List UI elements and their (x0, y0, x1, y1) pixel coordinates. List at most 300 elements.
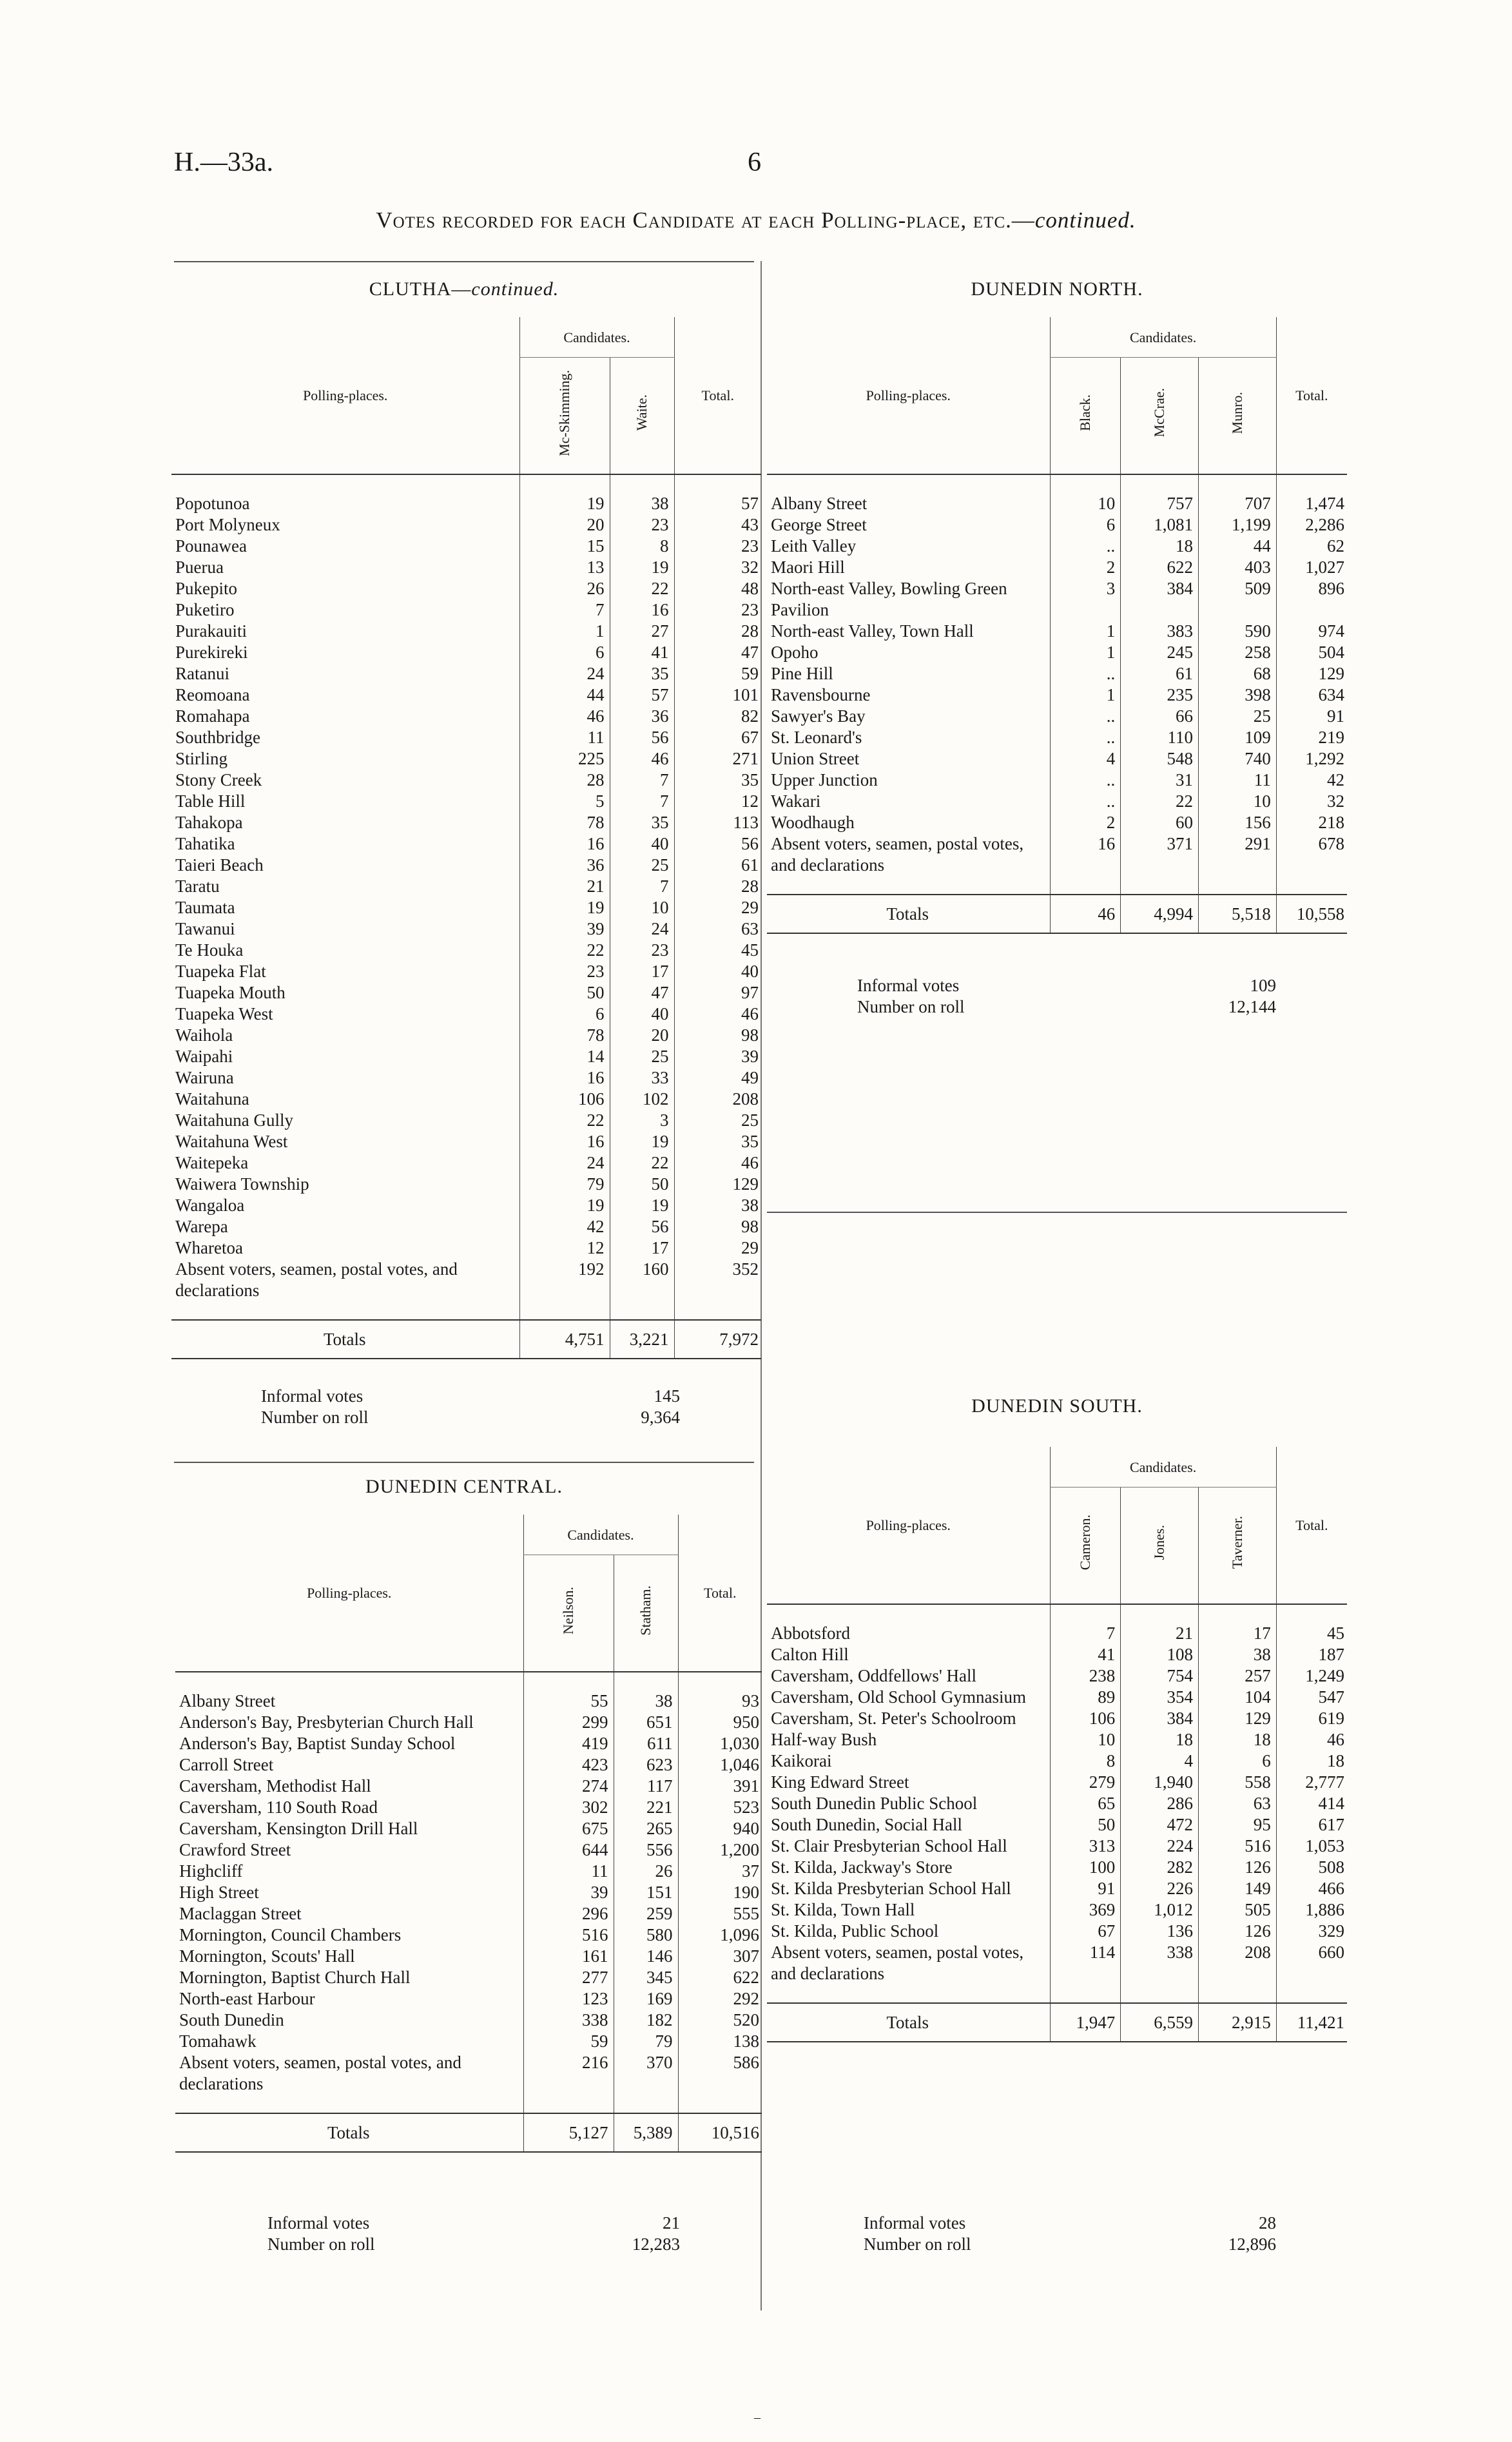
vote-count: 1,940 (1121, 1772, 1199, 1793)
vote-count: 33 (610, 1067, 674, 1089)
vote-count: 19 (519, 493, 610, 514)
dunedin-central-table (175, 1515, 762, 2153)
total-header: Total. (1276, 317, 1347, 474)
vote-count: 18 (1198, 1729, 1276, 1750)
vote-count: 60 (1121, 812, 1199, 833)
table-row (171, 1152, 761, 1174)
table-row (171, 663, 761, 684)
informal-votes-value: 21 (663, 2213, 680, 2233)
vote-count: 296 (523, 1903, 614, 1924)
vote-count: 23 (610, 514, 674, 536)
polling-place: North-east Valley, Town Hall (771, 621, 974, 641)
table-row (175, 2010, 762, 2031)
dunedin-south-table (767, 1447, 1347, 2042)
vote-count: 117 (614, 1776, 678, 1797)
vote-count: 423 (523, 1754, 614, 1776)
polling-place: Tuapeka Flat (175, 962, 266, 981)
vote-count: 419 (523, 1733, 614, 1754)
table-row (171, 1237, 761, 1259)
vote-count: 22 (519, 940, 610, 961)
vote-count: 4 (1050, 748, 1121, 770)
row-total: 950 (733, 1712, 759, 1732)
row-total: 292 (733, 1989, 759, 2008)
row-total: 940 (733, 1819, 759, 1838)
polling-place: High Street (179, 1883, 259, 1902)
vote-count: 44 (1198, 536, 1276, 557)
polling-place: South Dunedin (179, 2010, 284, 2030)
candidates-header: Candidates. (1050, 317, 1276, 358)
vote-count: 50 (519, 982, 610, 1003)
vote-count: 7 (610, 876, 674, 897)
candidate-name: Taverner. (1228, 1516, 1245, 1569)
polling-place: Warepa (175, 1217, 228, 1236)
vote-count: .. (1050, 663, 1121, 684)
vote-count: 1 (519, 621, 610, 642)
vote-count: 46 (610, 748, 674, 770)
vote-count: 24 (519, 663, 610, 684)
vote-count: 338 (523, 2010, 614, 2031)
candidate-name-header (519, 358, 610, 475)
table-row (767, 812, 1347, 833)
vote-count: 22 (610, 1152, 674, 1174)
polling-places-header: Polling-places. (767, 1447, 1050, 1604)
vote-count: 403 (1198, 557, 1276, 578)
polling-place: Purakauiti (175, 621, 247, 641)
total-header: Total. (1276, 1447, 1347, 1604)
polling-place: Waitepeka (175, 1153, 249, 1172)
table-row (175, 1946, 762, 1967)
row-total: 391 (733, 1776, 759, 1796)
vote-count: 36 (519, 855, 610, 876)
candidate-name: Mc-Skimming. (556, 369, 572, 456)
candidate-name-header (1050, 1487, 1121, 1605)
vote-count: 754 (1121, 1665, 1199, 1687)
table-row (171, 812, 761, 833)
vote-count: 3 (610, 1110, 674, 1131)
vote-count: 35 (610, 812, 674, 833)
row-total: 271 (732, 749, 759, 768)
vote-count: 110 (1121, 727, 1199, 748)
table-row (171, 684, 761, 706)
vote-count: .. (1050, 536, 1121, 557)
vote-count: 216 (523, 2052, 614, 2095)
row-total: 40 (741, 962, 759, 981)
row-total: 586 (733, 2053, 759, 2072)
roll-value: 12,283 (632, 2234, 680, 2254)
vote-count: 384 (1121, 1708, 1199, 1729)
candidates-header: Candidates. (1050, 1447, 1276, 1487)
vote-count: 208 (1198, 1942, 1276, 1984)
table-row (767, 493, 1347, 514)
candidate-name: Waite. (634, 394, 650, 431)
vote-count: 25 (610, 1046, 674, 1067)
page-title: Votes recorded for each Candidate at each Polling-place, etc.—continued. (376, 208, 1136, 233)
polling-place: Caversham, Oddfellows' Hall (771, 1666, 977, 1685)
table-row (171, 1131, 761, 1152)
vote-count: 11 (523, 1861, 614, 1882)
vote-count: 6 (1198, 1750, 1276, 1772)
informal-votes-value: 109 (1250, 976, 1276, 995)
table-row (171, 621, 761, 642)
table-row (171, 982, 761, 1003)
vote-count: 38 (614, 1691, 678, 1712)
polling-place: South Dunedin Public School (771, 1794, 978, 1813)
table-row (171, 918, 761, 940)
candidate-name: Cameron. (1076, 1515, 1093, 1571)
polling-place: Stony Creek (175, 770, 262, 790)
vote-count: 345 (614, 1967, 678, 1988)
row-total: 32 (741, 557, 759, 577)
row-total: 1,249 (1305, 1666, 1344, 1685)
table-row (175, 1903, 762, 1924)
vote-count: 6 (519, 642, 610, 663)
vote-count: 472 (1121, 1814, 1199, 1836)
polling-place: Mornington, Council Chambers (179, 1925, 402, 1944)
total-votes: 4,751 (519, 1320, 610, 1359)
vote-count: 95 (1198, 1814, 1276, 1836)
table-row (767, 770, 1347, 791)
vote-count: 221 (614, 1797, 678, 1818)
polling-place: Puerua (175, 557, 224, 577)
polling-place: Highcliff (179, 1861, 243, 1881)
polling-place: South Dunedin, Social Hall (771, 1815, 962, 1834)
polling-place: St. Leonard's (771, 728, 862, 747)
row-total: 63 (741, 919, 759, 938)
table-row (175, 1967, 762, 1988)
polling-place: Table Hill (175, 791, 246, 811)
row-total: 57 (741, 494, 759, 513)
row-total: 18 (1327, 1751, 1344, 1770)
row-total: 634 (1318, 685, 1344, 704)
vote-count: 108 (1121, 1644, 1199, 1665)
row-total: 1,096 (720, 1925, 759, 1944)
vote-count: 25 (1198, 706, 1276, 727)
vote-count: 274 (523, 1776, 614, 1797)
vote-count: 611 (614, 1733, 678, 1754)
vote-count: 1 (1050, 642, 1121, 663)
table-row (171, 578, 761, 599)
clutha-table (171, 317, 761, 1359)
total-header: Total. (678, 1515, 762, 1672)
vote-count: 313 (1050, 1836, 1121, 1857)
row-total: 1,474 (1305, 494, 1344, 513)
row-total: 113 (733, 813, 759, 832)
table-row (171, 791, 761, 812)
vote-count: 27 (610, 621, 674, 642)
vote-count: .. (1050, 706, 1121, 727)
roll-label: Number on roll (857, 997, 965, 1016)
vote-count: .. (1050, 791, 1121, 812)
row-total: 46 (741, 1004, 759, 1023)
vote-count: 1 (1050, 621, 1121, 642)
polling-place: Kaikorai (771, 1751, 832, 1770)
polling-place: Crawford Street (179, 1840, 291, 1859)
vote-count: 68 (1198, 663, 1276, 684)
north-bottom-rule (767, 1212, 1347, 1213)
table-row (175, 1754, 762, 1776)
grand-total: 11,421 (1276, 2003, 1347, 2042)
table-row (767, 833, 1347, 876)
table-row (175, 1776, 762, 1797)
vote-count: 302 (523, 1797, 614, 1818)
row-total: 508 (1318, 1857, 1344, 1877)
row-total: 218 (1318, 813, 1344, 832)
vote-count: 7 (1050, 1623, 1121, 1644)
row-total: 46 (1327, 1730, 1344, 1749)
row-total: 1,030 (720, 1734, 759, 1753)
totals-label: Totals (767, 895, 1050, 933)
vote-count: .. (1050, 727, 1121, 748)
vote-count: 548 (1121, 748, 1199, 770)
vote-count: 235 (1121, 684, 1199, 706)
informal-votes-value: 28 (1259, 2213, 1276, 2233)
clutha-summary (261, 1386, 680, 1428)
vote-count: 5 (519, 791, 610, 812)
row-total: 56 (741, 834, 759, 853)
polling-places-header: Polling-places. (767, 317, 1050, 474)
row-total: 617 (1318, 1815, 1344, 1834)
row-total: 1,053 (1305, 1836, 1344, 1856)
vote-count: 19 (610, 1195, 674, 1216)
polling-place: Anderson's Bay, Baptist Sunday School (179, 1734, 456, 1753)
row-total: 523 (733, 1798, 759, 1817)
vote-count: 277 (523, 1967, 614, 1988)
table-row (767, 1857, 1347, 1878)
polling-place: Woodhaugh (771, 813, 855, 832)
row-total: 2,777 (1305, 1772, 1344, 1792)
row-total: 29 (741, 1238, 759, 1257)
north-title: DUNEDIN NORTH. (971, 278, 1143, 300)
vote-count: 19 (519, 1195, 610, 1216)
polling-place: Te Houka (175, 940, 244, 960)
polling-place: Wangaloa (175, 1196, 245, 1215)
table-row (171, 1195, 761, 1216)
row-total: 38 (741, 1196, 759, 1215)
vote-count: 505 (1198, 1899, 1276, 1921)
table-row (175, 1691, 762, 1712)
vote-count: 36 (610, 706, 674, 727)
vote-count: 23 (610, 940, 674, 961)
vote-count: 50 (610, 1174, 674, 1195)
row-total: 12 (741, 791, 759, 811)
row-total: 23 (741, 536, 759, 556)
vote-count: 291 (1198, 833, 1276, 876)
polling-place: Absent voters, seamen, postal votes, and declarations (771, 834, 1024, 875)
vote-count: 299 (523, 1712, 614, 1733)
polling-place: Stirling (175, 749, 228, 768)
row-total: 45 (1327, 1623, 1344, 1643)
table-row (767, 748, 1347, 770)
total-votes: 3,221 (610, 1320, 674, 1359)
polling-place: Port Molyneux (175, 515, 280, 534)
vote-count: 102 (610, 1089, 674, 1110)
vote-count: 4 (1121, 1750, 1199, 1772)
vote-count: 41 (1050, 1644, 1121, 1665)
candidate-name-header (523, 1555, 614, 1672)
table-row (767, 1899, 1347, 1921)
table-row (767, 514, 1347, 536)
vote-count: .. (1050, 770, 1121, 791)
polling-place: Waiwera Township (175, 1174, 309, 1194)
polling-place: North-east Harbour (179, 1989, 315, 2008)
vote-count: 675 (523, 1818, 614, 1839)
page-number: 6 (748, 148, 761, 177)
vote-count: 24 (519, 1152, 610, 1174)
vote-count: 79 (614, 2031, 678, 2052)
row-total: 59 (741, 664, 759, 683)
table-row (171, 940, 761, 961)
roll-value: 12,896 (1228, 2234, 1276, 2254)
vote-count: 14 (519, 1046, 610, 1067)
polling-place: Waitahuna West (175, 1132, 288, 1151)
row-total: 129 (732, 1174, 759, 1194)
row-total: 219 (1318, 728, 1344, 747)
polling-place: Sawyer's Bay (771, 706, 866, 726)
central-title: DUNEDIN CENTRAL. (365, 1476, 563, 1497)
totals-label: Totals (171, 1320, 519, 1359)
vote-count: 61 (1121, 663, 1199, 684)
polling-place: Waihola (175, 1025, 233, 1045)
vote-count: 35 (610, 663, 674, 684)
vote-count: 369 (1050, 1899, 1121, 1921)
polling-place: Puketiro (175, 600, 235, 619)
vote-count: 1,012 (1121, 1899, 1199, 1921)
table-row (171, 1067, 761, 1089)
vote-count: 21 (1121, 1623, 1199, 1644)
vote-count: 91 (1050, 1878, 1121, 1899)
row-total: 504 (1318, 643, 1344, 662)
vote-count: 40 (610, 1003, 674, 1025)
candidate-name: Munro. (1228, 391, 1245, 434)
table-row (171, 1089, 761, 1110)
vote-count: 509 (1198, 578, 1276, 621)
table-row (767, 1942, 1347, 1984)
polling-place: Tuapeka West (175, 1004, 273, 1023)
table-row (767, 1665, 1347, 1687)
vote-count: 558 (1198, 1772, 1276, 1793)
row-total: 329 (1318, 1921, 1344, 1941)
polling-place: Taumata (175, 898, 235, 917)
vote-count: 2 (1050, 812, 1121, 833)
vote-count: 371 (1121, 833, 1199, 876)
vote-count: 622 (1121, 557, 1199, 578)
central-top-rule (174, 1462, 754, 1463)
vote-count: 10 (1050, 1729, 1121, 1750)
polling-place: Absent voters, seamen, postal votes, and declarations (771, 1943, 1024, 1983)
table-row (767, 1878, 1347, 1899)
row-total: 1,046 (720, 1755, 759, 1774)
polling-place: Calton Hill (771, 1645, 849, 1664)
table-row (171, 1216, 761, 1237)
vote-count: 259 (614, 1903, 678, 1924)
vote-count: 28 (519, 770, 610, 791)
candidates-header: Candidates. (519, 317, 674, 358)
row-total: 619 (1318, 1709, 1344, 1728)
vote-count: 26 (519, 578, 610, 599)
vote-count: 106 (1050, 1708, 1121, 1729)
total-votes: 5,389 (614, 2113, 678, 2152)
vote-count: 160 (610, 1259, 674, 1301)
polling-place: Taratu (175, 877, 220, 896)
table-row (767, 642, 1347, 663)
polling-place: Caversham, Old School Gymnasium (771, 1687, 1026, 1707)
table-row (175, 1861, 762, 1882)
candidate-name-header (1198, 1487, 1276, 1605)
vote-count: 146 (614, 1946, 678, 1967)
row-total: 47 (741, 643, 759, 662)
row-total: 46 (741, 1153, 759, 1172)
table-row (175, 1733, 762, 1754)
vote-count: 42 (519, 1216, 610, 1237)
table-row (767, 1687, 1347, 1708)
table-row (767, 1644, 1347, 1665)
vote-count: 226 (1121, 1878, 1199, 1899)
row-total: 660 (1318, 1943, 1344, 1962)
vote-count: 22 (519, 1110, 610, 1131)
table-row (767, 663, 1347, 684)
vote-count: 23 (519, 961, 610, 982)
table-row (767, 1836, 1347, 1857)
table-row (767, 1793, 1347, 1814)
row-total: 466 (1318, 1879, 1344, 1898)
vote-count: 79 (519, 1174, 610, 1195)
polling-place: Leith Valley (771, 536, 857, 556)
table-row (767, 536, 1347, 557)
vote-count: 7 (610, 791, 674, 812)
table-row (767, 621, 1347, 642)
polling-place: Tomahawk (179, 2031, 257, 2051)
vote-count: 16 (519, 1067, 610, 1089)
table-row (767, 1708, 1347, 1729)
vote-count: 20 (610, 1025, 674, 1046)
vote-count: 225 (519, 748, 610, 770)
vote-count: 282 (1121, 1857, 1199, 1878)
row-total: 25 (741, 1110, 759, 1130)
row-total: 1,292 (1305, 749, 1344, 768)
vote-count: 6 (1050, 514, 1121, 536)
table-row (767, 791, 1347, 812)
vote-count: 65 (1050, 1793, 1121, 1814)
table-row (171, 514, 761, 536)
table-row (175, 1818, 762, 1839)
vote-count: 590 (1198, 621, 1276, 642)
table-row (767, 706, 1347, 727)
clutha-top-rule (174, 261, 754, 262)
vote-count: 10 (1050, 493, 1121, 514)
vote-count: 623 (614, 1754, 678, 1776)
vote-count: 63 (1198, 1793, 1276, 1814)
table-row (171, 1110, 761, 1131)
polling-places-header: Polling-places. (175, 1515, 523, 1672)
totals-row (171, 1320, 761, 1359)
row-total: 29 (741, 898, 759, 917)
vote-count: 38 (1198, 1644, 1276, 1665)
table-row (175, 1882, 762, 1903)
informal-votes-label: Informal votes (857, 976, 960, 995)
polling-place: Upper Junction (771, 770, 878, 790)
vote-count: 1,081 (1121, 514, 1199, 536)
polling-place: Absent voters, seamen, postal votes, and declarations (179, 2053, 461, 2093)
candidate-name-header (614, 1555, 678, 1672)
vote-count: 149 (1198, 1878, 1276, 1899)
table-row (171, 727, 761, 748)
informal-votes-value: 145 (654, 1386, 680, 1406)
table-row (171, 1259, 761, 1301)
row-total: 190 (733, 1883, 759, 1902)
table-row (171, 1003, 761, 1025)
vote-count: 67 (1050, 1921, 1121, 1942)
vote-count: 182 (614, 2010, 678, 2031)
